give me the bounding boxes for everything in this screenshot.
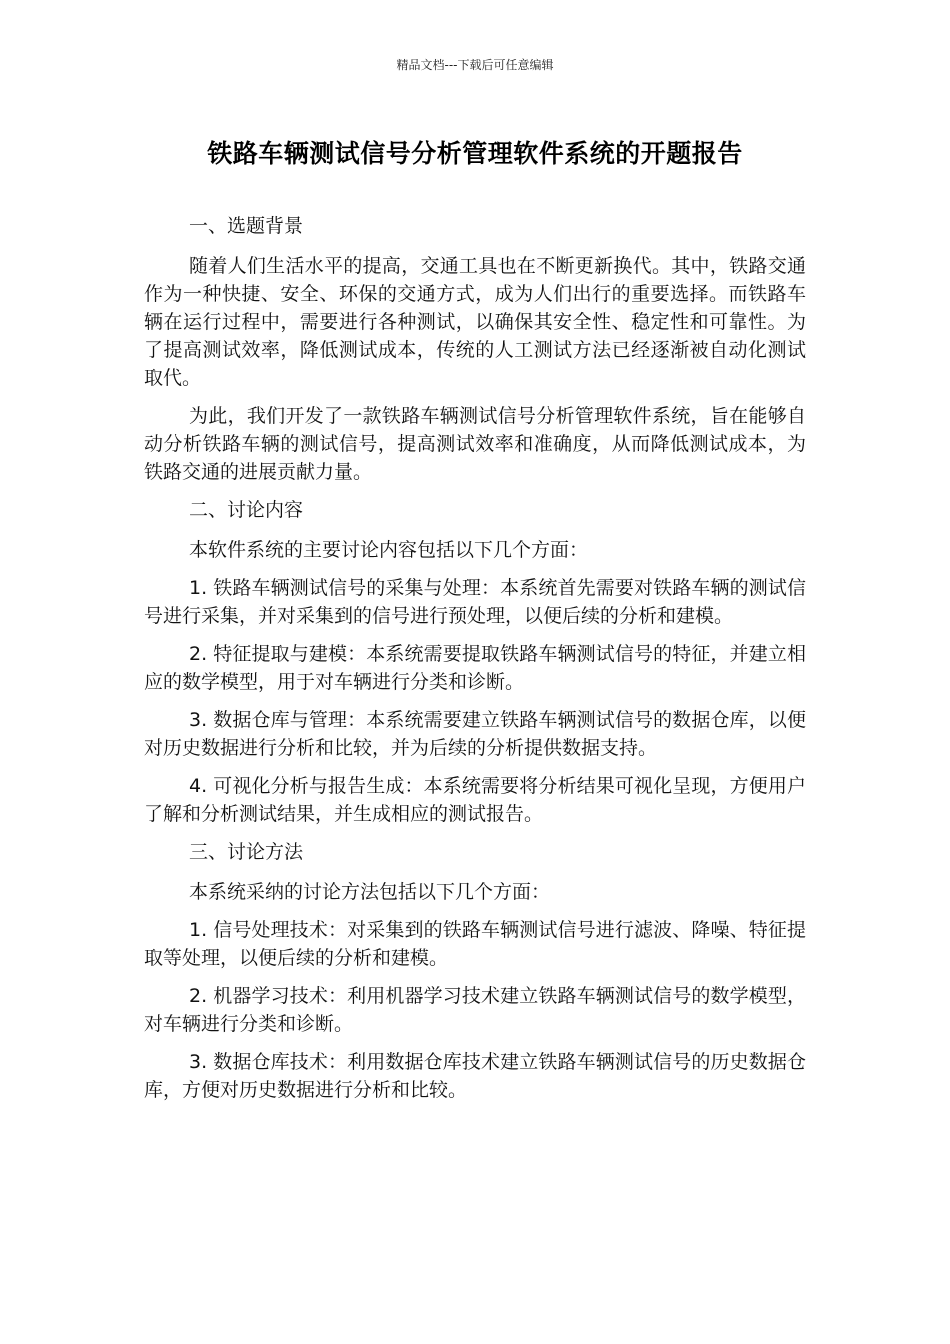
paragraph: 为此，我们开发了一款铁路车辆测试信号分析管理软件系统，旨在能够自动分析铁路车辆的测试信号，提高测试效率和准确度，从而降低测试成本，为铁路交通的进展贡献力量。 bbox=[144, 405, 806, 483]
list-item: 3. 数据仓库与管理：本系统需要建立铁路车辆测试信号的数据仓库，以便对历史数据进行分析和比较，并为后续的分析提供数据支持。 bbox=[144, 709, 806, 759]
list-item: 2. 特征提取与建模：本系统需要提取铁路车辆测试信号的特征，并建立相应的数学模型，用于对车辆进行分类和诊断。 bbox=[144, 643, 806, 693]
section-heading-background: 一、选题背景 bbox=[189, 215, 304, 237]
section-heading-content: 二、讨论内容 bbox=[189, 499, 304, 521]
paragraph: 本系统采纳的讨论方法包括以下几个方面： bbox=[189, 881, 551, 903]
list-item: 4. 可视化分析与报告生成：本系统需要将分析结果可视化呈现，方便用户了解和分析测试结果，并生成相应的测试报告。 bbox=[144, 775, 806, 825]
document-body bbox=[144, 212, 806, 1114]
paragraph: 随着人们生活水平的提高，交通工具也在不断更新换代。其中，铁路交通作为一种快捷、安全、环保的交通方式，成为人们出行的重要选择。而铁路车辆在运行过程中，需要进行各种测试，以确保其安全性、稳定性和可靠性。为了提高测试效率，降低测试成本，传统的人工测试方法已经逐渐被自动化测试取代。 bbox=[144, 255, 806, 389]
list-item: 3. 数据仓库技术：利用数据仓库技术建立铁路车辆测试信号的历史数据仓库，方便对历史数据进行分析和比较。 bbox=[144, 1051, 806, 1101]
section-heading-method: 三、讨论方法 bbox=[189, 841, 304, 863]
paragraph: 本软件系统的主要讨论内容包括以下几个方面： bbox=[189, 539, 589, 561]
document-title: 铁路车辆测试信号分析管理软件系统的开题报告 bbox=[207, 139, 743, 168]
list-item: 2. 机器学习技术：利用机器学习技术建立铁路车辆测试信号的数学模型，对车辆进行分类和诊断。 bbox=[144, 985, 806, 1035]
list-item: 1. 铁路车辆测试信号的采集与处理：本系统首先需要对铁路车辆的测试信号进行采集，并对采集到的信号进行预处理，以便后续的分析和建模。 bbox=[144, 577, 806, 627]
header-note: 精品文档---下载后可任意编辑 bbox=[396, 58, 554, 72]
list-item: 1. 信号处理技术：对采集到的铁路车辆测试信号进行滤波、降噪、特征提取等处理，以便后续的分析和建模。 bbox=[144, 919, 806, 969]
